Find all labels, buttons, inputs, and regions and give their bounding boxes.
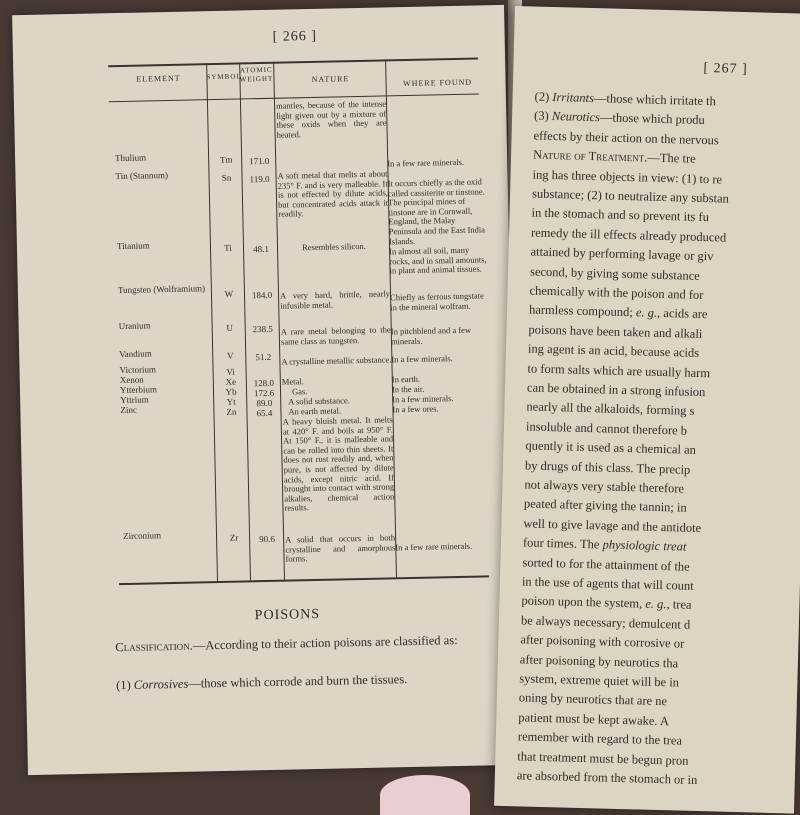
weight-cell: 119.0: [249, 173, 270, 185]
text-line: [526, 399, 694, 419]
text-line: [522, 573, 694, 593]
weight-cell: 51.2: [255, 351, 272, 363]
right-page: [494, 6, 800, 814]
nature-cell: A very hard, brittle, nearly infusible metal.: [279, 288, 391, 311]
classification-label: Classification.: [115, 638, 193, 655]
text-run: by drugs of this class. The precip: [524, 458, 691, 477]
text-line: [528, 321, 702, 342]
text-run: to form salts which are usually harm: [527, 361, 711, 380]
text-line: [517, 748, 689, 768]
nature-cell: A rare metal belonging to the same class as tungsten.: [280, 324, 391, 347]
text-line: [530, 244, 713, 265]
weight-cell: 65.4: [256, 407, 273, 419]
text-run: ing agent is an acid, because acids: [527, 341, 700, 361]
text-run: in the use of agents that will count: [521, 574, 694, 593]
text-line: [532, 186, 729, 207]
text-run: poison upon the system,: [521, 593, 646, 612]
symbol-cell: Sn: [221, 172, 232, 183]
text-run: physiologic treat: [602, 537, 687, 554]
element-cell: Vandium: [119, 348, 152, 360]
found-cell: In a few ores.: [392, 403, 439, 415]
text-line: [529, 282, 703, 303]
text-line: [520, 632, 684, 652]
text-line: [519, 670, 679, 690]
classification-text: —According to their action poisons are classified as:: [192, 633, 458, 653]
text-line: [524, 496, 687, 516]
element-cell: Tin (Stannum): [115, 170, 169, 182]
weight-cell: 238.5: [252, 323, 273, 335]
symbol-cell: Tm: [219, 154, 233, 165]
text-run: four times. The: [522, 535, 603, 552]
text-line: [533, 127, 718, 148]
text-line: [518, 729, 683, 749]
header-element: ELEMENT: [136, 73, 181, 84]
text-line: [522, 554, 690, 574]
symbol-cell: Vi: [226, 366, 235, 377]
text-line: [534, 108, 705, 128]
text-run: sorted to for the attainment of the: [522, 554, 690, 574]
text-line: [519, 690, 668, 710]
text-run: e. g.: [645, 597, 667, 612]
text-run: (2): [534, 89, 553, 105]
header-nature: NATURE: [311, 74, 350, 84]
text-run: insoluble and cannot therefore b: [525, 419, 688, 438]
text-run: chemically with the poison and for: [529, 283, 704, 303]
symbol-cell: U: [226, 322, 234, 333]
found-cell: In a few rare minerals.: [387, 156, 465, 169]
text-run: Nature of Treatment.: [532, 147, 648, 165]
table-top-rule: [108, 57, 478, 67]
nature-cell: An earth metal.: [288, 405, 342, 417]
text-line: [529, 302, 708, 323]
text-run: peated after giving the tannin; in: [523, 496, 687, 516]
text-run: after poisoning by neurotics tha: [519, 651, 679, 671]
weight-cell: 184.0: [251, 289, 273, 301]
nature-cell: A heavy bluish metal. It melts at 420° F. and boils at 950° F. At 150° F., it is malleable and can be rolled into thin sheets. It does not rust readily and, when pure, is not affected by dilute acids, except nitric acid. If brought into contact with strong alkalies, chemical action results.: [282, 414, 395, 513]
nature-cell-carryover: mantles, because of the intense light given out by a mixture of these oxids when they are heated.: [275, 98, 387, 140]
text-run: are absorbed from the stomach or in: [516, 768, 698, 788]
text-line: [531, 205, 709, 226]
nature-cell: Resembles silicon.: [302, 240, 366, 253]
symbol-cell: Xe: [225, 376, 237, 387]
text-run: poisons have been taken and alkali: [528, 322, 703, 341]
weight-cell: 90.6: [259, 533, 276, 545]
text-line: [517, 767, 698, 788]
text-run: not always very stable therefore: [524, 477, 685, 496]
symbol-cell: Zr: [229, 532, 239, 543]
text-run: be always necessary; demulcent d: [520, 613, 691, 632]
text-line: [532, 166, 722, 187]
item-term: Corrosives: [133, 676, 189, 692]
text-run: , trea: [666, 597, 692, 613]
nature-cell: A solid substance.: [288, 395, 350, 407]
element-cell: Zinc: [120, 404, 137, 416]
text-line: [531, 224, 727, 245]
text-line: [521, 593, 692, 613]
finger-in-frame: [380, 775, 470, 815]
found-cell: It occurs chiefly as the oxid called cassiterite or tinstone. The principal mines of tinstone are in Cornwall, England, the Malay Peninsula and the East India Islands.: [387, 176, 486, 246]
text-line: [533, 147, 696, 167]
text-run: harmless compound;: [528, 302, 637, 320]
weight-cell: 48.1: [253, 243, 270, 255]
text-line: [526, 418, 687, 438]
text-line: [527, 379, 706, 400]
text-run: , acids are: [656, 306, 708, 322]
page-number: [ 266 ]: [272, 28, 318, 45]
found-cell: In almost all soil, many rocks, and in small amounts, in plant and animal tissues.: [389, 244, 487, 276]
weight-cell: 128.0: [253, 377, 275, 389]
element-cell: Thulium: [115, 152, 147, 164]
symbol-cell: Ti: [224, 242, 232, 253]
item-corrosives: [116, 669, 486, 694]
text-line: [520, 651, 679, 671]
text-run: —those which irritate th: [593, 91, 717, 109]
text-run: in the stomach and so prevent its fu: [531, 205, 710, 225]
header-symbol: SYMBOL: [206, 72, 242, 82]
nature-cell: A crystalline metallic substance.: [281, 354, 392, 367]
element-cell: Yttrium: [120, 394, 149, 406]
text-run: remember with regard to the trea: [517, 729, 683, 748]
nature-cell: A soft metal that melts at about 235° F. and is very malleable. It is not effected by dilute acids, but concentrated acids attack it readily.: [277, 168, 389, 220]
text-run: system, extreme quiet will be in: [519, 671, 680, 690]
page-number: [ 267 ]: [703, 60, 748, 78]
text-run: well to give lavage and the antidote: [523, 516, 702, 535]
element-cell: Uranium: [118, 320, 151, 332]
weight-cell: 89.0: [256, 397, 273, 409]
text-line: [518, 709, 669, 729]
text-run: effects by their action on the nervous: [533, 128, 719, 148]
symbol-cell: Zn: [226, 406, 237, 417]
symbol-cell: W: [224, 288, 234, 299]
text-line: [525, 457, 691, 477]
found-cell: Chiefly as ferrous tungstate in the mineral wolfram.: [389, 290, 484, 312]
text-run: ing has three objects in view: (1) to re: [532, 167, 723, 187]
text-line: [524, 476, 684, 496]
found-cell: In earth.: [391, 373, 421, 385]
weight-cell: 172.6: [253, 387, 275, 399]
element-cell: Tungsten (Wolframium): [117, 283, 206, 296]
text-run: nearly all the alkaloids, forming s: [526, 399, 695, 419]
weight-cell: 171.0: [248, 155, 270, 167]
text-run: can be obtained in a strong infusion: [526, 380, 706, 400]
nature-cell: A solid that occurs in both crystalline and amorphous forms.: [285, 532, 396, 564]
text-run: that treatment must be begun pron: [517, 748, 689, 768]
text-run: —those which produ: [599, 110, 705, 128]
symbol-cell: Yb: [225, 386, 237, 397]
text-run: attained by performing lavage or giv: [530, 244, 714, 264]
element-cell: Xenon: [119, 374, 144, 386]
text-run: (3): [533, 108, 553, 124]
text-line: [525, 438, 696, 458]
text-run: e. g.: [635, 305, 658, 321]
found-cell: In a few rare minerals.: [395, 540, 473, 553]
element-cell: Titanium: [116, 240, 150, 252]
text-line: [527, 360, 710, 381]
classification-paragraph: [115, 631, 485, 656]
text-run: after poisoning with corrosive or: [520, 632, 685, 651]
element-cell: Victorium: [119, 364, 157, 376]
text-line: [528, 341, 699, 361]
item-text: —those which corrode and burn the tissues.: [188, 672, 408, 691]
text-line: [523, 515, 701, 536]
symbol-cell: V: [226, 350, 234, 361]
left-page: [12, 5, 520, 775]
nature-cell: Metal.: [281, 376, 304, 387]
text-line: [521, 612, 691, 632]
text-run: second, by giving some substance: [529, 264, 700, 283]
found-cell: In pitchblend and a few minerals.: [390, 324, 472, 346]
text-line: [530, 263, 700, 283]
text-run: remedy the ill effects already produced: [530, 225, 727, 245]
symbol-cell: Yt: [226, 396, 236, 407]
found-cell: In a few minerals.: [392, 393, 454, 405]
text-run: quently it is used as a chemical an: [525, 438, 697, 458]
item-number: (1): [116, 677, 131, 693]
section-title: POISONS: [254, 606, 321, 624]
text-run: —The tre: [647, 150, 696, 166]
text-run: Neurotics: [551, 109, 601, 125]
header-atomic-weight: ATOMIC WEIGHT: [239, 65, 274, 84]
text-run: Irritants: [552, 90, 595, 106]
text-run: substance; (2) to neutralize any substan: [531, 186, 730, 206]
found-cell: In a few minerals.: [391, 353, 453, 365]
text-run: patient must be kept awake. A: [518, 710, 670, 729]
text-line: [534, 89, 716, 110]
found-cell: In the air.: [391, 383, 425, 395]
text-run: oning by neurotics that are ne: [518, 690, 668, 709]
nature-cell: Gas.: [291, 386, 308, 397]
element-cell: Ytterbium: [119, 384, 158, 396]
header-where-found: WHERE FOUND: [403, 77, 473, 89]
table-bottom-rule: [119, 575, 489, 585]
element-cell: Zirconium: [122, 530, 162, 542]
text-line: [523, 535, 687, 555]
